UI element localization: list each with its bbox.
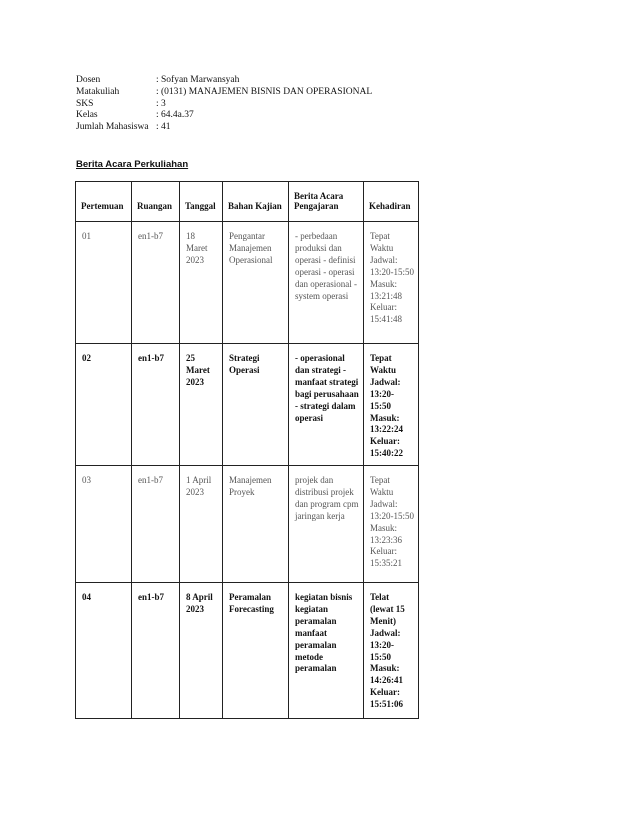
header-bahan-kajian: Bahan Kajian <box>223 182 289 222</box>
cell-kehadiran: Tepat Waktu Jadwal: 13:20-15:50 Masuk: 13:22:24 Keluar: 15:40:22 <box>364 344 419 466</box>
header-pertemuan: Pertemuan <box>76 182 132 222</box>
meta-row-kelas <box>76 110 372 122</box>
meta-value: : (0131) MANAJEMEN BISNIS DAN OPERASIONAL <box>156 86 373 97</box>
cell-pertemuan: 03 <box>76 466 132 583</box>
cell-bahan-kajian: Strategi Operasi <box>223 344 289 466</box>
meta-label: SKS <box>76 98 94 109</box>
meta-row-jumlah-mahasiswa <box>76 122 372 134</box>
meta-row-matakuliah <box>76 87 372 99</box>
cell-bahan-kajian: Manajemen Proyek <box>223 466 289 583</box>
cell-ruangan: en1-b7 <box>132 466 180 583</box>
meta-value: : Sofyan Marwansyah <box>156 75 240 85</box>
cell-kehadiran: Tepat Waktu Jadwal: 13:20-15:50 Masuk: 13:23:36 Keluar: 15:35:21 <box>364 466 419 583</box>
table-row <box>76 222 419 344</box>
meta-value: : 3 <box>156 98 166 109</box>
cell-tanggal: 18 Maret 2023 <box>180 222 223 344</box>
cell-pertemuan: 04 <box>76 583 132 719</box>
table-row <box>76 344 419 466</box>
meta-value: : 64.4a.37 <box>156 110 194 121</box>
cell-tanggal: 25 Maret 2023 <box>180 344 223 466</box>
cell-tanggal: 8 April 2023 <box>180 583 223 719</box>
cell-berita-acara: - perbedaan produksi dan operasi - definisi operasi - operasi dan operasional - system operasi <box>289 222 364 344</box>
meta-label: Matakuliah <box>76 86 120 97</box>
cell-tanggal: 1 April 2023 <box>180 466 223 583</box>
cell-berita-acara: kegiatan bisnis kegiatan peramalan manfaat peramalan metode peramalan <box>289 583 364 719</box>
table-header-row <box>76 182 419 222</box>
cell-pertemuan: 02 <box>76 344 132 466</box>
header-kehadiran: Kehadiran <box>364 182 419 222</box>
cell-kehadiran: Telat (lewat 15 Menit) Jadwal: 13:20-15:50 Masuk: 14:26:41 Keluar: 15:51:06 <box>364 583 419 719</box>
course-info <box>76 75 372 134</box>
header-berita-acara: Berita Acara Pengajaran <box>289 182 364 222</box>
meta-label: Dosen <box>76 75 101 85</box>
meta-value: : 41 <box>156 122 171 133</box>
section-title: Berita Acara Perkuliahan <box>76 159 189 170</box>
header-ruangan: Ruangan <box>132 182 180 222</box>
cell-berita-acara: projek dan distribusi projek dan program cpm jaringan kerja <box>289 466 364 583</box>
header-tanggal: Tanggal <box>180 182 223 222</box>
cell-ruangan: en1-b7 <box>132 222 180 344</box>
meta-row-dosen <box>76 75 372 87</box>
cell-kehadiran: Tepat Waktu Jadwal: 13:20-15:50 Masuk: 13:21:48 Keluar: 15:41:48 <box>364 222 419 344</box>
table-row <box>76 466 419 583</box>
cell-bahan-kajian: Peramalan Forecasting <box>223 583 289 719</box>
cell-bahan-kajian: Pengantar Manajemen Operasional <box>223 222 289 344</box>
berita-acara-table <box>75 181 419 719</box>
cell-berita-acara: - operasional dan strategi - manfaat strategi bagi perusahaan - strategi dalam operasi <box>289 344 364 466</box>
cell-pertemuan: 01 <box>76 222 132 344</box>
cell-ruangan: en1-b7 <box>132 344 180 466</box>
meta-row-sks <box>76 99 372 111</box>
table-row <box>76 583 419 719</box>
meta-label: Jumlah Mahasiswa <box>76 122 149 133</box>
meta-label: Kelas <box>76 110 98 121</box>
cell-ruangan: en1-b7 <box>132 583 180 719</box>
